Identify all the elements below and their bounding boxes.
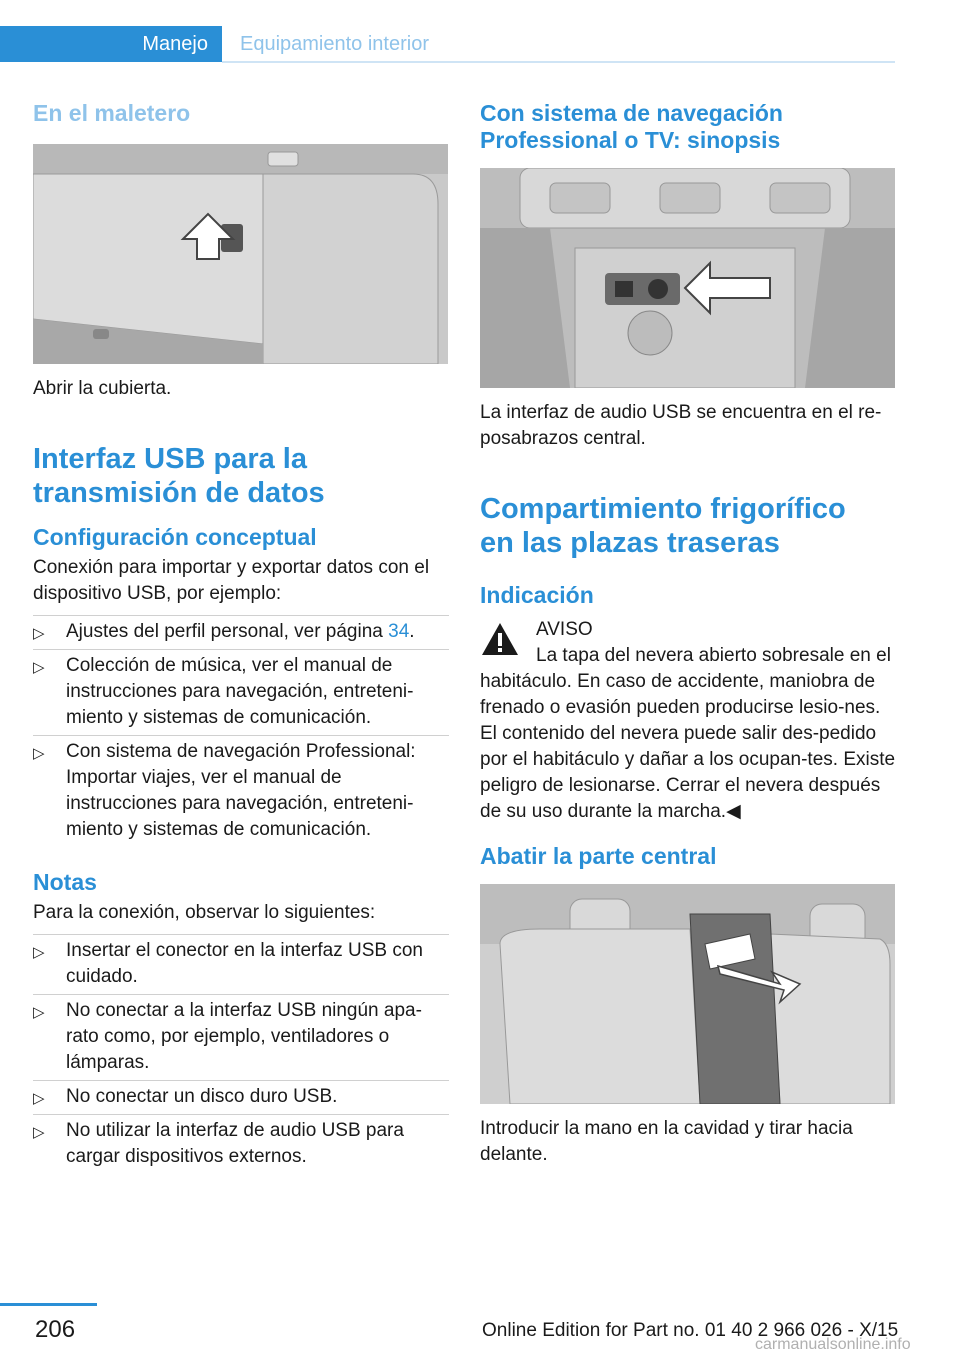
concept-text: Conexión para importar y exportar datos con el dispositivo USB, por ejemplo: [33, 557, 430, 604]
tab-equipamiento-interior: Equipamiento interior [240, 33, 429, 55]
triangle-right-icon: ▷ [33, 659, 45, 676]
trunk-illustration [33, 144, 448, 364]
list-item: ▷ Insertar el conector en la interfaz USB con cuidado. [33, 934, 449, 994]
warning-block [480, 617, 896, 643]
list-item: ▷ No conectar a la interfaz USB ningún apa-rato como, por ejemplo, ventiladores o lámparas. [33, 994, 449, 1080]
list-item: ▷ Con sistema de navegación Professional: Importar viajes, ver el manual de instrucciones para navegación, entreteni-miento y sistemas de comunicación. [33, 735, 449, 847]
fridge-title: Compartimiento frigorífico en las plazas traseras [480, 493, 846, 559]
triangle-right-icon: ▷ [33, 1004, 45, 1021]
concept-heading: Configuración conceptual [33, 524, 317, 550]
header-divider [222, 61, 895, 63]
concept-list [33, 615, 449, 847]
notes-heading: Notas [33, 869, 97, 895]
usb-console-illustration [480, 168, 895, 388]
list-item: ▷ Colección de música, ver el manual de instrucciones para navegación, entreteni-miento y sistemas de comunicación. [33, 649, 449, 735]
usb-console-figure [480, 168, 895, 388]
nav-heading: Con sistema de navegación Professional o TV: sinopsis [480, 100, 783, 153]
notes-text: Para la conexión, observar lo siguientes: [33, 902, 376, 923]
edition-text: Online Edition for Part no. 01 40 2 966 026 - X/15 [482, 1320, 899, 1341]
list-item: ▷ Ajustes del perfil personal, ver página 34. [33, 615, 449, 649]
triangle-right-icon: ▷ [33, 1124, 45, 1141]
triangle-right-icon: ▷ [33, 1090, 45, 1107]
right-column [480, 100, 896, 1168]
tab-manejo: Manejo [0, 26, 222, 62]
indication-heading: Indicación [480, 582, 594, 608]
list-item: ▷ No utilizar la interfaz de audio USB para cargar dispositivos externos. [33, 1114, 449, 1174]
triangle-right-icon: ▷ [33, 745, 45, 762]
triangle-right-icon: ▷ [33, 625, 45, 642]
fold-heading: Abatir la parte central [480, 843, 717, 869]
nav-caption: La interfaz de audio USB se encuentra en el re-posabrazos central. [480, 402, 882, 449]
footer-accent-line [0, 1303, 97, 1306]
usb-title: Interfaz USB para la transmisión de datos [33, 443, 325, 509]
notes-list [33, 934, 449, 1174]
rear-seat-figure [480, 884, 895, 1104]
trunk-heading: En el maletero [33, 100, 191, 126]
trunk-caption: Abrir la cubierta. [33, 378, 172, 399]
warning-label: AVISO [536, 619, 593, 640]
fold-caption: Introducir la mano en la cavidad y tirar hacia delante. [480, 1118, 853, 1165]
trunk-figure [33, 144, 448, 364]
list-item: ▷ No conectar un disco duro USB. [33, 1080, 449, 1114]
page-link-34[interactable]: 34 [388, 621, 410, 642]
warning-text: La tapa del nevera abierto sobresale en el habitáculo. En caso de accidente, maniobra de frenado o evasión pueden producirse lesio-nes. El contenido del nevera puede salir des-pedido por el habitáculo y dañar a los ocupan-tes. Existe peligro de lesionarse. Cerrar el nevera después de su uso durante la marcha.◀ [480, 645, 896, 822]
rear-seat-illustration [480, 884, 895, 1104]
left-column [33, 100, 449, 1174]
triangle-right-icon: ▷ [33, 944, 45, 961]
page-number: 206 [35, 1316, 76, 1343]
watermark: carmanualsonline.info [755, 1336, 911, 1353]
header-tabs [0, 26, 895, 62]
